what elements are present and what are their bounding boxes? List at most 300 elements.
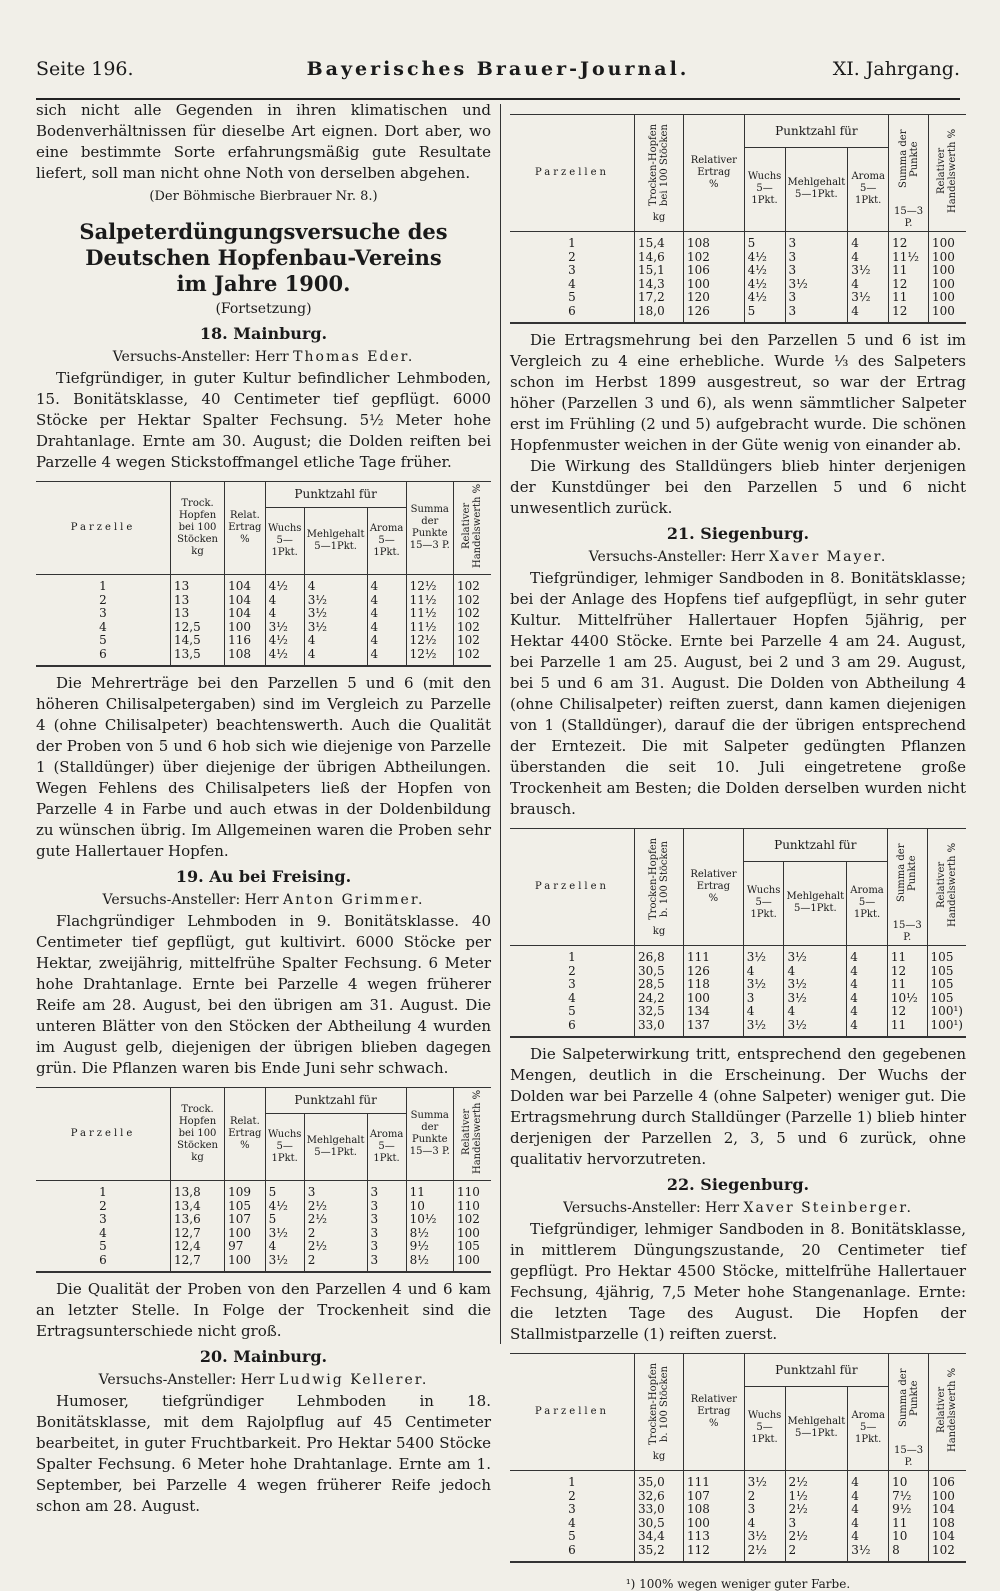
table-cell: 137: [684, 1019, 744, 1038]
table-cell: 10½: [406, 1213, 453, 1227]
table-cell: 4½: [744, 264, 785, 278]
table-cell: 5: [510, 291, 635, 305]
table-cell: 11: [887, 978, 927, 992]
table-cell: 3½: [265, 1254, 304, 1273]
table-cell: 105: [930, 963, 954, 978]
table-row: [510, 1544, 966, 1563]
table-cell: 3: [744, 1503, 785, 1517]
table-section-20: [510, 114, 966, 324]
table-cell: 30,5: [635, 1517, 684, 1531]
table-cell: 3: [785, 1517, 848, 1531]
table-cell: 110: [456, 1198, 480, 1213]
table-cell: 2½: [785, 1503, 848, 1517]
col-summa: Summa der Punkte 15—3 P.: [889, 1354, 929, 1471]
table-cell: 100: [225, 1227, 266, 1241]
table-cell: 108: [931, 1515, 955, 1530]
col-aroma: Aroma 5—1Pkt.: [847, 861, 888, 946]
table-cell: 32,5: [635, 1005, 684, 1019]
table-cell: 4: [848, 1530, 889, 1544]
table-cell: 102: [456, 606, 480, 620]
table-row: [510, 291, 966, 305]
table-cell: 102: [456, 1212, 480, 1226]
table-cell: 100: [225, 1254, 266, 1273]
table-cell: 3: [367, 1181, 406, 1200]
table-cell: 3: [304, 1181, 367, 1200]
table-cell: 4: [367, 594, 406, 608]
table-cell: 11: [889, 1517, 929, 1531]
table-cell: 13: [171, 594, 225, 608]
table-cell: 4: [265, 594, 304, 608]
table-cell: 4: [265, 607, 304, 621]
experimenter-label: Versuchs-Ansteller: Herr: [112, 349, 289, 365]
right-column: [510, 100, 966, 1591]
table-cell: 108: [225, 648, 266, 667]
table-row: [510, 1503, 966, 1517]
section-20-after-1: Die Ertragsmehrung bei den Parzellen 5 und 6 ist im Vergleich zu 4 eine erhebliche. Wurde ⅓ des Salpeters schon im Herbst 1899 ausgestreut, so war der Ertrag höher (Parzellen 3 und 6), als wenn sämmtlicher Salpeter erst im Frühling (2 und 5) aufgebracht wurde. Die schönen Hopfenmuster weichen in der Güte wenig von einander ab.: [510, 331, 966, 454]
table-cell: 5: [36, 634, 171, 648]
table-cell: 8½: [406, 1227, 453, 1241]
table-cell: 12½: [406, 648, 453, 667]
table-cell: 2½: [304, 1240, 367, 1254]
table-cell: 30,5: [635, 965, 684, 979]
col-mehlgehalt: Mehlgehalt 5—1Pkt.: [784, 861, 847, 946]
section-21-after: Die Salpeterwirkung tritt, entsprechend den gegebenen Mengen, deutlich in die Erscheinung. Der Wuchs der Dolden war bei Parzelle 4 (ohne Salpeter) weniger gut. Die Ertragsmehrung durch Stalldünger (Parzelle 1) blieb hinter derjenigen der Parzellen 2, 3, 5 und 6 zurück, ohne qualitativ hervorzutreten.: [510, 1045, 966, 1168]
table-cell: 4: [848, 1503, 889, 1517]
column-separator: [500, 104, 501, 1344]
col-aroma: Aroma 5—1Pkt.: [367, 1113, 406, 1180]
table-row: [36, 634, 491, 648]
table-row: [36, 1227, 491, 1241]
col-parzelle: Parzelle: [36, 482, 171, 575]
table-cell: 11: [887, 1019, 927, 1038]
table-cell: 10: [406, 1200, 453, 1214]
table-row: [510, 251, 966, 265]
experimenter-label: Versuchs-Ansteller: Herr: [588, 549, 765, 565]
table-cell: 3½: [848, 291, 889, 305]
article-title: [36, 219, 491, 297]
table-row: [510, 965, 966, 979]
table-cell: 17,2: [635, 291, 684, 305]
table-cell: 3½: [744, 1530, 785, 1544]
table-cell: 5: [265, 1181, 304, 1200]
table-cell: 35,0: [635, 1471, 684, 1490]
table-row: [36, 607, 491, 621]
table-cell: 5: [744, 305, 785, 324]
table-cell: 4½: [265, 634, 304, 648]
table-cell: 3½: [744, 1471, 785, 1490]
table-cell: 97: [225, 1240, 266, 1254]
table-cell: 100: [928, 305, 966, 324]
section-20-text: Humoser, tiefgründiger Lehmboden in 18. Bonitätsklasse, mit dem Rajolpflug auf 45 Centimeter bearbeitet, in guter Fruchtbarkeit. Pro Hektar 5400 Stöcke Spalter Fechsung. 6 Meter hohe Drahtanlage. Ernte am 1. September, bei Parzelle 4 wegen früherer Reife jedoch schon am 28. August.: [36, 1392, 491, 1515]
table-cell: 4: [367, 575, 406, 594]
table-cell: 105: [930, 990, 954, 1005]
col-handelswerth: Relativer Handelswerth %: [453, 482, 491, 575]
table-cell: 8½: [406, 1254, 453, 1273]
table-cell: 4: [848, 305, 889, 324]
table-row: [36, 1240, 491, 1254]
table-cell: 3½: [784, 992, 847, 1006]
table-cell: 12½: [406, 575, 453, 594]
table-cell: 102: [456, 633, 480, 647]
source-citation: (Der Böhmische Bierbrauer Nr. 8.): [149, 189, 378, 204]
table-cell: 100: [931, 276, 955, 291]
table-cell: 1½: [785, 1490, 848, 1504]
volume-year: XI. Jahrgang.: [832, 58, 960, 80]
section-20-after-2: Die Wirkung des Stalldüngers blieb hinter derjenigen der Kunstdünger bei den Parzellen 5 und 6 nicht unwesentlich zurück.: [510, 457, 966, 517]
table-cell: 4: [36, 1227, 171, 1241]
table-section-22: [510, 1353, 966, 1563]
table-cell: 126: [684, 305, 745, 324]
table-cell: 100: [684, 278, 745, 292]
table-section-18: [36, 481, 491, 667]
table-cell: 3½: [265, 1227, 304, 1241]
table-cell: 2: [510, 251, 635, 265]
table-cell: 33,0: [635, 1019, 684, 1038]
table-cell: 10: [889, 1530, 929, 1544]
table-cell: 107: [684, 1490, 745, 1504]
table-cell: 11: [889, 291, 929, 305]
table-row: [36, 1213, 491, 1227]
table-cell: 4: [367, 648, 406, 667]
col-parzellen: Parzellen: [510, 115, 635, 232]
table-cell: 4: [304, 648, 367, 667]
page-header: [36, 58, 960, 92]
table-cell: 104: [931, 1529, 955, 1543]
table-row: [510, 278, 966, 292]
col-parzellen: Parzellen: [510, 1354, 635, 1471]
table-cell: 126: [684, 965, 744, 979]
table-cell: 4: [847, 1005, 888, 1019]
table-cell: 100: [931, 290, 955, 304]
section-21-text: Tiefgründiger, lehmiger Sandboden in 8. Bonitätsklasse; bei der Anlage des Hopfens tief aufgepflügt, in sehr guter Kultur. Mittelfrüher Hallertauer Hopfen 5jährig, per Hektar 4400 Stöcke. Ernte bei Parzelle 4 am 24. August, bei Parzelle 1 am 25. August, bei 2 und 3 am 29. August, bei 5 und 6 am 31. August. Die Dolden von Abtheilung 4 (ohne Chilisalpeter) reiften zuerst, dann kamen diejenigen von 1 (Stalldünger), darauf die der übrigen entsprechend der Erntezeit. Die mit Salpeter gedüngten Pflanzen überstanden die seit 10. Juli eingetretene große Trockenheit am Besten; die Dolden derselben wurden nicht brausch.: [510, 569, 966, 818]
table-cell: 4: [743, 965, 784, 979]
section-22-text: Tiefgründiger, lehmiger Sandboden in 8. Bonitätsklasse, in mittlerem Düngungszustande, 20 Centimeter tief gepflügt. Pro Hektar 4500 Stöcke, mittelfrühe Hallertauer Fechsung, 4jährig, 7,5 Meter hohe Stangenanlage. Ernte: die letzten Tage des August. Die Hopfen der Stallmistparzelle (1) reiften zuerst.: [510, 1220, 966, 1343]
table-cell: 13: [171, 575, 225, 594]
section-18-experimenter: [36, 347, 491, 368]
table-cell: 3: [510, 1503, 635, 1517]
table-row: [510, 978, 966, 992]
table-cell: 8: [889, 1544, 929, 1563]
table-cell: 10: [889, 1471, 929, 1490]
table-cell: 4: [367, 607, 406, 621]
table-cell: 12: [887, 965, 927, 979]
table-cell: 4½: [265, 648, 304, 667]
table-cell: 108: [684, 232, 745, 251]
table-cell: 120: [684, 291, 745, 305]
continued-note: (Fortsetzung): [215, 301, 312, 317]
table-cell: 12: [889, 232, 929, 251]
col-handelswerth: Relativer Handelswerth %: [927, 829, 966, 946]
table-cell: 4: [847, 1019, 888, 1038]
table-cell: 3: [367, 1200, 406, 1214]
table-cell: 3: [785, 305, 848, 324]
table-cell: 4½: [744, 291, 785, 305]
table-cell: 112: [684, 1544, 745, 1563]
table-cell: 4: [510, 278, 635, 292]
table-cell: 6: [510, 1544, 635, 1563]
experimenter-name: Xaver Steinberger.: [743, 1200, 913, 1216]
table-cell: 105: [456, 1239, 480, 1253]
table-cell: 105: [930, 977, 954, 991]
table-cell: 4½: [265, 575, 304, 594]
experimenter-label: Versuchs-Ansteller: Herr: [98, 1372, 275, 1388]
table-cell: 3½: [784, 978, 847, 992]
table-cell: 34,4: [635, 1530, 684, 1544]
table-row: [510, 264, 966, 278]
table-row: [510, 1471, 966, 1490]
page-number: Seite 196.: [36, 58, 134, 80]
table-cell: 4: [304, 575, 367, 594]
table-cell: 3: [785, 232, 848, 251]
table-cell: 3½: [784, 1019, 847, 1038]
table-row: [510, 1005, 966, 1019]
col-handelswerth: Relativer Handelswerth %: [453, 1088, 491, 1181]
table-cell: 3½: [743, 1019, 784, 1038]
col-trocken-hopfen: Trocken-Hopfen b. 100 Stöcken kg: [635, 829, 684, 946]
table-cell: 1: [36, 575, 171, 594]
table-cell: 100¹): [930, 1004, 963, 1018]
table-cell: 1: [36, 1181, 171, 1200]
table-cell: 12,7: [171, 1227, 225, 1241]
col-trocken-hopfen: Trock. Hopfen bei 100 Stöcken kg: [171, 1088, 225, 1181]
table-cell: 100: [684, 1517, 745, 1531]
table-cell: 2½: [744, 1544, 785, 1563]
table-cell: 3½: [848, 264, 889, 278]
col-mehlgehalt: Mehlgehalt 5—1Pkt.: [304, 507, 367, 574]
table-cell: 11: [406, 1181, 453, 1200]
table-cell: 12,4: [171, 1240, 225, 1254]
table-cell: 1: [510, 946, 635, 965]
col-trocken-hopfen: Trocken-Hopfen bei 100 Stöcken kg: [635, 115, 684, 232]
table-cell: 1: [510, 232, 635, 251]
table-cell: 102: [453, 648, 491, 667]
table-cell: 100: [453, 1254, 491, 1273]
col-relativer-ertrag: Relativer Ertrag %: [684, 115, 745, 232]
table-cell: 102: [928, 1544, 966, 1563]
table-cell: 26,8: [635, 946, 684, 965]
table-row: [510, 1490, 966, 1504]
col-relativer-ertrag: Relativer Ertrag %: [684, 829, 744, 946]
table-cell: 3: [510, 978, 635, 992]
table-row: [36, 1200, 491, 1214]
col-parzellen: Parzellen: [510, 829, 635, 946]
table-cell: 3½: [848, 1544, 889, 1563]
section-20-experimenter: [36, 1370, 491, 1391]
table-cell: 102: [456, 619, 480, 634]
table-cell: 5: [744, 232, 785, 251]
table-cell: 104: [931, 1502, 955, 1516]
table-cell: 4½: [744, 278, 785, 292]
table-row: [36, 575, 491, 594]
table-cell: 107: [225, 1213, 266, 1227]
table-cell: 100: [931, 249, 955, 264]
table-cell: 14,5: [171, 634, 225, 648]
table-cell: 15,1: [635, 264, 684, 278]
table-row: [36, 1254, 491, 1273]
table-cell: 102: [684, 251, 745, 265]
table-cell: 4: [848, 1517, 889, 1531]
col-trocken-hopfen: Trock. Hopfen bei 100 Stöcken kg: [171, 482, 225, 575]
left-column: [36, 100, 491, 1517]
table-cell: 28,5: [635, 978, 684, 992]
section-18-heading: 18. Mainburg.: [199, 324, 328, 343]
table-cell: 6: [510, 305, 635, 324]
col-group-punktzahl: Punktzahl für: [743, 829, 887, 862]
table-cell: 4½: [744, 251, 785, 265]
table-cell: 11½: [406, 594, 453, 608]
table-row: [36, 648, 491, 667]
table-cell: 105: [225, 1200, 266, 1214]
col-group-punktzahl: Punktzahl für: [265, 1088, 406, 1114]
table-cell: 9½: [406, 1240, 453, 1254]
table-cell: 104: [225, 594, 266, 608]
experimenter-name: Ludwig Kellerer.: [279, 1372, 429, 1388]
table-cell: 4: [847, 992, 888, 1006]
section-18-after: Die Mehrerträge bei den Parzellen 5 und 6 (mit den höheren Chilisalpetergaben) sind im Vergleich zu Parzelle 4 (ohne Chilisalpeter) beachtenswerth. Auch die Qualität der Proben von 5 und 6 hob sich wie diejenige von Parzelle 1 (Stalldünger) über diejenige der übrigen Abtheilungen. Wegen Fehlens des Chilisalpeters ließ der Hopfen von Parzelle 4 in Farbe und auch etwas in der Doldenbildung zu wünschen übrig. Im Allgemeinen waren die Proben sehr gute Hallertauer Hopfen.: [36, 674, 491, 860]
table-cell: 4: [744, 1517, 785, 1531]
table-cell: 2: [36, 594, 171, 608]
table-cell: 11: [889, 264, 929, 278]
table-row: [36, 1181, 491, 1200]
col-summa: Summa der Punkte 15—3 P.: [887, 829, 927, 946]
table-cell: 3½: [743, 946, 784, 965]
table-cell: 111: [684, 1471, 745, 1490]
table-cell: 5: [510, 1005, 635, 1019]
table-cell: 116: [225, 634, 266, 648]
table-cell: 2: [510, 965, 635, 979]
table-cell: 106: [684, 264, 745, 278]
table-cell: 3½: [304, 607, 367, 621]
col-group-punktzahl: Punktzahl für: [265, 482, 406, 508]
table-row: [510, 1019, 966, 1038]
article-title-line-1: Salpeterdüngungsversuche des Deutschen Hopfenbau-Vereins: [79, 219, 448, 270]
table-cell: 4: [847, 946, 888, 965]
table-cell: 4: [847, 978, 888, 992]
experimenter-label: Versuchs-Ansteller: Herr: [563, 1200, 740, 1216]
table-cell: 3½: [784, 946, 847, 965]
table-row: [510, 1517, 966, 1531]
table-cell: 2: [304, 1254, 367, 1273]
table-cell: 4: [848, 232, 889, 251]
col-handelswerth: Relativer Handelswerth %: [928, 115, 966, 232]
table-cell: 4: [304, 634, 367, 648]
table-cell: 6: [36, 648, 171, 667]
table-cell: 3: [367, 1227, 406, 1241]
table-cell: 109: [225, 1181, 266, 1200]
table-cell: 2½: [304, 1213, 367, 1227]
table-cell: 4: [367, 634, 406, 648]
table-cell: 111: [684, 946, 744, 965]
col-parzelle: Parzelle: [36, 1088, 171, 1181]
table-cell: 4: [848, 1490, 889, 1504]
section-19-heading: 19. Au bei Freising.: [175, 867, 352, 886]
table-cell: 2½: [785, 1471, 848, 1490]
table-cell: 13,8: [171, 1181, 225, 1200]
col-relativer-ertrag: Relat. Ertrag %: [225, 1088, 266, 1181]
table-cell: 3: [785, 291, 848, 305]
table-cell: 100: [684, 992, 744, 1006]
table-cell: 3½: [743, 978, 784, 992]
table-cell: 4: [784, 1005, 847, 1019]
table-cell: 13: [171, 607, 225, 621]
table-cell: 5: [510, 1530, 635, 1544]
table-cell: 4: [784, 965, 847, 979]
table-cell: 102: [456, 592, 480, 607]
table-row: [510, 305, 966, 324]
col-summa: Summa der Punkte 15—3 P.: [406, 1088, 453, 1181]
table-cell: 13,4: [171, 1200, 225, 1214]
table-cell: 11½: [406, 607, 453, 621]
section-19-after: Die Qualität der Proben von den Parzellen 4 und 6 kam an letzter Stelle. In Folge der Trockenheit sind die Ertragsunterschiede nicht groß.: [36, 1280, 491, 1340]
table-cell: 4: [36, 621, 171, 635]
col-aroma: Aroma 5—1Pkt.: [848, 147, 889, 232]
table-cell: 7½: [889, 1490, 929, 1504]
table-cell: 3: [36, 607, 171, 621]
table-section-21: [510, 828, 966, 1038]
table-row: [510, 946, 966, 965]
table-cell: 104: [225, 607, 266, 621]
table-cell: 24,2: [635, 992, 684, 1006]
col-handelswerth: Relativer Handelswerth %: [928, 1354, 966, 1471]
col-aroma: Aroma 5—1Pkt.: [367, 507, 406, 574]
table-cell: 6: [36, 1254, 171, 1273]
table-cell: 3½: [304, 621, 367, 635]
col-mehlgehalt: Mehlgehalt 5—1Pkt.: [785, 147, 848, 232]
section-18-text: Tiefgründiger, in guter Kultur befindlicher Lehmboden, 15. Bonitätsklasse, 40 Centimeter tief gepflügt. 6000 Stöcke per Hektar Spalter Fechsung. 5½ Meter hohe Drahtanlage. Ernte am 30. August; die Dolden reiften bei Parzelle 4 wegen Stickstoffmangel etliche Tage früher.: [36, 369, 491, 471]
table-cell: 33,0: [635, 1503, 684, 1517]
table-cell: 3: [367, 1213, 406, 1227]
table-cell: 12,7: [171, 1254, 225, 1273]
col-wuchs: Wuchs 5—1Pkt.: [744, 1386, 785, 1471]
table-cell: 4: [367, 621, 406, 635]
footnote: ¹) 100% wegen weniger guter Farbe.: [625, 1577, 851, 1591]
table-cell: 12: [889, 278, 929, 292]
table-cell: 14,3: [635, 278, 684, 292]
table-section-19: [36, 1087, 491, 1273]
table-cell: 4: [510, 1517, 635, 1531]
table-cell: 6: [510, 1019, 635, 1038]
table-cell: 3½: [304, 594, 367, 608]
section-22-experimenter: [510, 1198, 966, 1219]
table-cell: 3: [785, 251, 848, 265]
col-wuchs: Wuchs 5—1Pkt.: [743, 861, 784, 946]
table-cell: 106: [931, 1475, 955, 1489]
table-cell: 105: [930, 950, 954, 964]
col-summa: Summa der Punkte 15—3 P.: [889, 115, 929, 232]
table-cell: 12: [889, 305, 929, 324]
col-relativer-ertrag: Relat. Ertrag %: [225, 482, 266, 575]
col-group-punktzahl: Punktzahl für: [744, 115, 888, 148]
col-wuchs: Wuchs 5—1Pkt.: [265, 507, 304, 574]
table-cell: 4: [743, 1005, 784, 1019]
section-19-experimenter: [36, 890, 491, 911]
table-cell: 2: [785, 1544, 848, 1563]
table-cell: 32,6: [635, 1490, 684, 1504]
table-cell: 100: [225, 621, 266, 635]
table-cell: 3: [36, 1213, 171, 1227]
table-cell: 100¹): [927, 1019, 966, 1038]
intro-paragraph: sich nicht alle Gegenden in ihren klimatischen und Bodenverhältnissen für dieselbe Art eignen. Dort aber, wo eine bestimmte Sorte erfahrungsmäßig gute Resultate liefert, soll man nicht ohne Noth von derselben abgehen.: [36, 101, 491, 182]
table-cell: 13,6: [171, 1213, 225, 1227]
table-cell: 9½: [889, 1503, 929, 1517]
table-cell: 4: [847, 965, 888, 979]
table-cell: 3: [367, 1240, 406, 1254]
table-cell: 104: [225, 575, 266, 594]
table-row: [36, 621, 491, 635]
table-row: [510, 1530, 966, 1544]
section-22-heading: 22. Siegenburg.: [666, 1175, 810, 1194]
table-cell: 12,5: [171, 621, 225, 635]
